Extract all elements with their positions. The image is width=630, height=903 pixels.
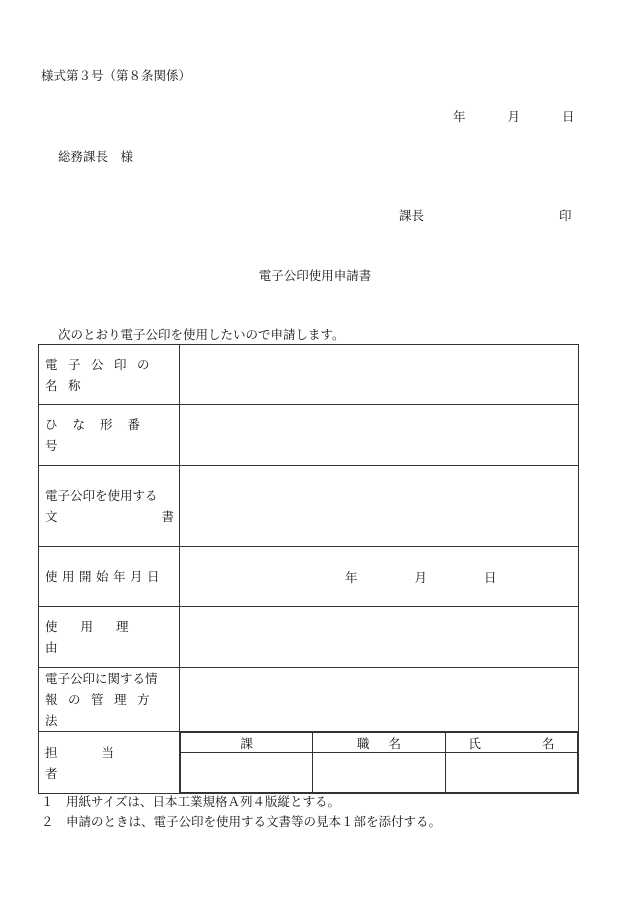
header-section [181,733,313,753]
header-name-b: 名 [541,735,555,751]
name-field[interactable] [445,753,577,793]
note-2: ２ 申請のときは、電子公印を使用する文書等の見本１部を添付する。 [41,814,442,829]
header-name-a: 氏 [468,735,481,751]
label-management-line2: 報の管理方法 [45,692,161,728]
label-management-line1: 電子公印に関する情 [45,671,158,686]
intro-text: 次のとおり電子公印を使用したいので申請します。 [58,327,345,342]
row-model-number [39,405,579,466]
header-position-b: 名 [388,735,401,751]
submission-date [453,107,575,125]
start-date-month: 月 [414,569,428,585]
label-model-number: ひな形番号 [45,417,156,453]
label-document-char2: 書 [161,509,174,524]
label-document-line1: 電子公印を使用する [45,488,158,503]
header-position-a: 職 [356,735,370,751]
addressee: 総務課長 様 [58,149,134,164]
header-name [445,733,577,753]
person-subtable [180,732,578,793]
applicant-title: 課長 [399,208,425,223]
row-person [39,732,579,794]
header-section-text: 課 [240,735,253,751]
position-field[interactable] [313,753,445,793]
form-number: 様式第３号（第８条関係） [41,68,192,83]
date-month-label: 月 [507,109,521,124]
model-number-field[interactable] [180,405,579,466]
row-management [39,668,579,732]
note-1: １ 用紙サイズは、日本工業規格Ａ列４版縦とする。 [41,794,341,809]
header-position [313,733,445,753]
start-date-day: 日 [484,569,497,585]
seal-name-field[interactable] [180,345,579,405]
row-document [39,466,579,547]
label-reason: 使用理由 [45,619,152,655]
start-date-field[interactable] [180,547,579,607]
reason-field[interactable] [180,607,579,668]
label-seal-name-text: 電子公印の名称 [45,356,161,393]
date-year-label: 年 [453,109,466,124]
start-date-year: 年 [345,569,358,585]
form-title: 電子公印使用申請書 [258,268,372,283]
label-person: 担当者 [45,744,159,781]
row-seal-name [39,345,579,405]
label-start-date: 使用開始年月日 [45,569,165,584]
start-date-value [180,568,578,586]
document-field[interactable] [180,466,579,547]
section-field[interactable] [181,753,313,793]
seal-mark: 印 [559,208,572,223]
row-start-date [39,547,579,607]
date-day-label: 日 [562,109,575,124]
application-table [38,344,579,794]
label-document-char1: 文 [45,509,58,524]
label-document-line2 [45,506,174,527]
row-reason [39,607,579,668]
management-field[interactable] [180,668,579,732]
label-seal-name [45,354,174,396]
